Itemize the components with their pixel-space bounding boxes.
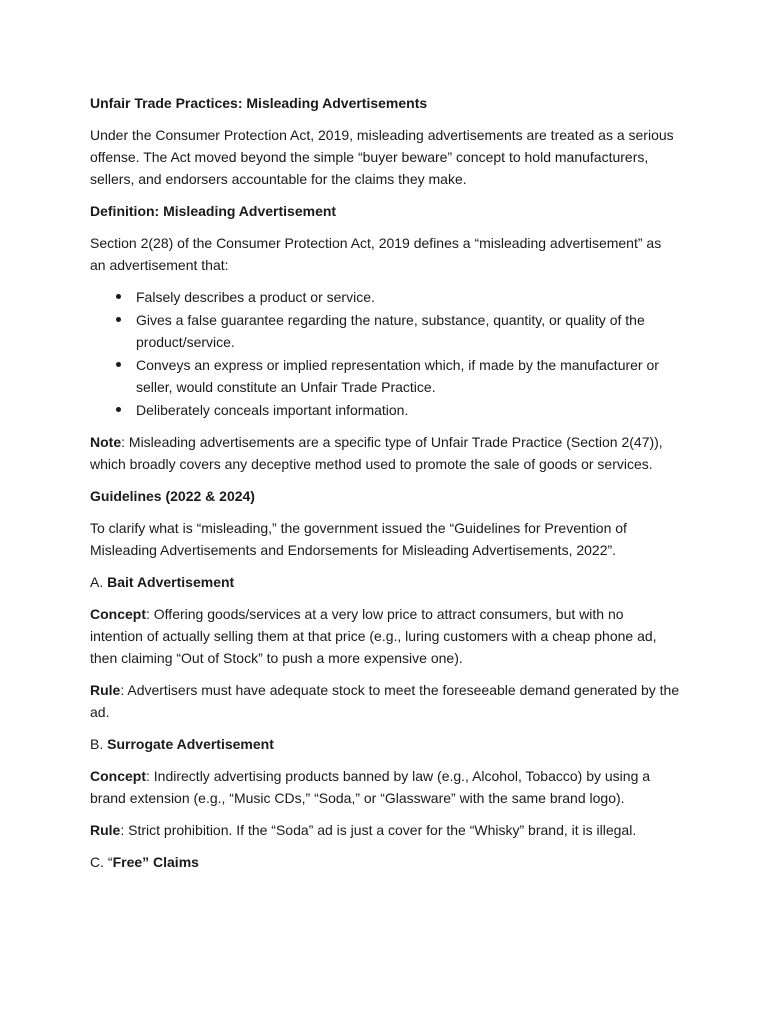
section-b-heading (90, 733, 680, 755)
note-text: : Misleading advertisements are a specific type of Unfair Trade Practice (Section 2(47)), which broadly covers any deceptive method used to promote the sale of goods or services. (90, 434, 663, 472)
concept-text: : Offering goods/services at a very low price to attract consumers, but with no intention of actually selling them at that price (e.g., luring customers with a cheap phone ad, then claiming “Out of Stock” to push a more expensive one). (90, 606, 657, 666)
section-b-concept (90, 765, 680, 809)
list-item: Deliberately conceals important information. (136, 399, 680, 421)
list-item: Gives a false guarantee regarding the nature, substance, quantity, or quality of the product/service. (136, 309, 680, 353)
definition-bullet-list (90, 286, 680, 421)
list-item: Falsely describes a product or service. (136, 286, 680, 308)
section-c-prefix: C. “ (90, 854, 113, 870)
definition-heading: Definition: Misleading Advertisement (90, 203, 337, 219)
section-c-heading (90, 851, 680, 873)
section-b-prefix: B. (90, 736, 108, 752)
definition-paragraph: Section 2(28) of the Consumer Protection Act, 2019 defines a “misleading advertisement” as an advertisement that: (90, 235, 662, 273)
intro-paragraph: Under the Consumer Protection Act, 2019, misleading advertisements are treated as a serious offense. The Act moved beyond the simple “buyer beware” concept to hold manufacturers, sellers, and endorsers accountable for the claims they make. (90, 127, 674, 187)
section-b-rule (90, 819, 680, 841)
section-a-heading (90, 571, 680, 593)
note-label: Note (90, 434, 122, 450)
section-a-rule (90, 679, 680, 723)
section-a-title: Bait Advertisement (107, 574, 235, 590)
guidelines-paragraph: To clarify what is “misleading,” the government issued the “Guidelines for Prevention of Misleading Advertisements and Endorsements for Misleading Advertisements, 2022”. (90, 520, 627, 558)
guidelines-heading: Guidelines (2022 & 2024) (90, 488, 255, 504)
section-a-prefix: A. (90, 574, 108, 590)
document-title: Unfair Trade Practices: Misleading Advertisements (90, 95, 428, 111)
section-c-title: Free” Claims (112, 854, 199, 870)
concept-label: Concept (90, 768, 146, 784)
list-item: Conveys an express or implied representation which, if made by the manufacturer or seller, would constitute an Unfair Trade Practice. (136, 354, 680, 398)
rule-label: Rule (90, 682, 121, 698)
concept-text: : Indirectly advertising products banned by law (e.g., Alcohol, Tobacco) by using a brand extension (e.g., “Music CDs,” “Soda,” or “Glassware” with the same brand logo). (90, 768, 651, 806)
note-paragraph (90, 431, 680, 475)
section-b-title: Surrogate Advertisement (107, 736, 274, 752)
concept-label: Concept (90, 606, 146, 622)
rule-text: : Strict prohibition. If the “Soda” ad is just a cover for the “Whisky” brand, it is illegal. (120, 822, 637, 838)
rule-text: : Advertisers must have adequate stock to meet the foreseeable demand generated by the ad. (90, 682, 680, 720)
rule-label: Rule (90, 822, 121, 838)
document-body (90, 92, 680, 883)
section-a-concept (90, 603, 680, 669)
